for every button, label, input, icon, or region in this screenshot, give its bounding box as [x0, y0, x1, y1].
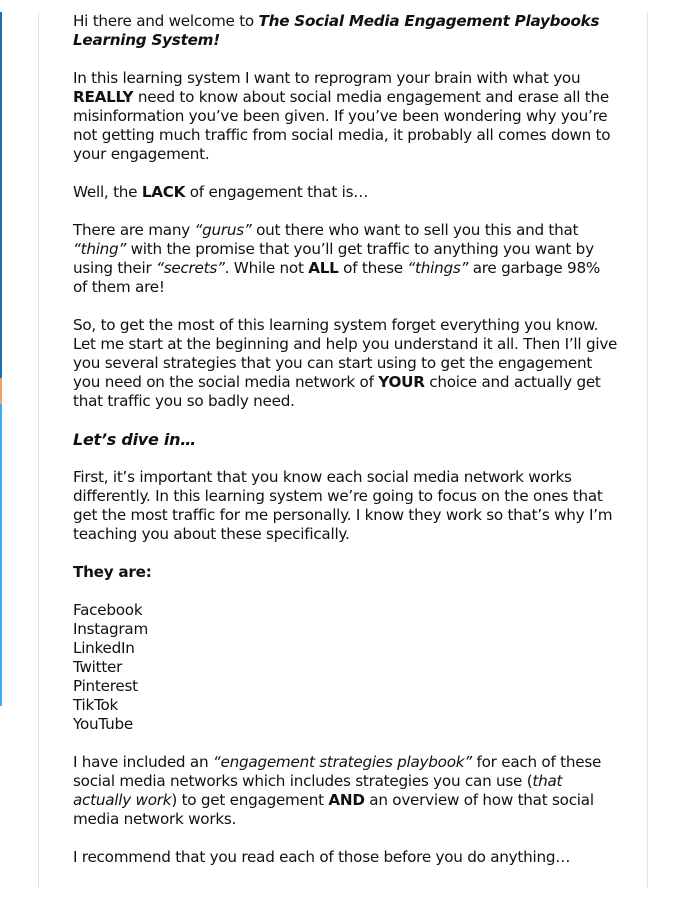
text-run: choice and actually get that traffic you so badly need.	[73, 373, 601, 410]
emphasis-thing: “thing”	[73, 240, 127, 258]
emphasis-things: “things”	[407, 259, 469, 277]
greeting-text: Hi there and welcome to	[73, 12, 259, 30]
text-run: with the promise that you’ll get traffic to anything you want by using their	[73, 240, 594, 277]
list-item: Instagram	[73, 620, 149, 638]
system-title: The Social Media Engagement Playbooks Learning System!	[73, 12, 600, 49]
intro-paragraph	[73, 12, 618, 50]
network-list	[73, 601, 618, 734]
list-item: Facebook	[73, 601, 143, 619]
text-run: . While not	[224, 259, 309, 277]
emphasis-secrets: “secrets”	[156, 259, 225, 277]
text-run: There are many	[73, 221, 195, 239]
text-run: I have included an	[73, 753, 213, 771]
paragraph-gurus	[73, 221, 618, 297]
list-item: YouTube	[73, 715, 134, 733]
paragraph-reprogram	[73, 69, 618, 164]
text-run: So, to get the most of this learning system forget everything you know. Let me start at the beginning and help you understand it all. Then I’ll give you several strategies that you can start using to get the engagement you need on the social media network of	[73, 316, 618, 391]
emphasis-playbook: “engagement strategies playbook”	[212, 753, 472, 771]
paragraph-playbooks	[73, 753, 618, 829]
text-run: of these	[338, 259, 408, 277]
document-content	[73, 12, 618, 886]
list-item: LinkedIn	[73, 639, 135, 657]
document-page	[38, 12, 648, 888]
list-item: Pinterest	[73, 677, 138, 695]
text-run: are garbage 98% of them are!	[73, 259, 601, 296]
emphasis-all: ALL	[308, 259, 339, 277]
text-run: ) to get engagement	[171, 791, 329, 809]
emphasis-lack: LACK	[141, 183, 186, 201]
text-run: for each of these social media networks which includes strategies you can use (	[73, 753, 602, 790]
paragraph-networks-intro: First, it’s important that you know each social media network works differently. In this learning system we’re going to focus on the ones that get the most traffic for me personally. I know they work so that’s why I’m teaching you about these specifically.	[73, 468, 613, 543]
text-run: In this learning system I want to reprogram your brain with what you	[73, 69, 581, 87]
paragraph-strategies	[73, 316, 618, 411]
text-run: an overview of how that social media network works.	[73, 791, 594, 828]
text-run: out there who want to sell you this and that	[251, 221, 579, 239]
text-run: of engagement that is…	[185, 183, 369, 201]
dive-in-heading: Let’s dive in…	[73, 430, 197, 449]
list-item: TikTok	[73, 696, 119, 714]
paragraph-recommend: I recommend that you read each of those before you do anything…	[73, 848, 571, 866]
text-run: need to know about social media engagement and erase all the misinformation you’ve been given. If you’ve been wondering why you’re not getting much traffic from social media, it probably all comes down to your engagement.	[73, 88, 611, 163]
paragraph-lack	[73, 183, 618, 202]
left-accent-bar	[0, 12, 2, 706]
they-are-label: They are:	[73, 563, 152, 581]
emphasis-your: YOUR	[378, 373, 425, 391]
emphasis-and: AND	[328, 791, 365, 809]
emphasis-actually-work: that actually work	[73, 772, 563, 809]
list-item: Twitter	[73, 658, 123, 676]
text-run: Well, the	[73, 183, 142, 201]
emphasis-really: REALLY	[73, 88, 134, 106]
emphasis-gurus: “gurus”	[194, 221, 252, 239]
